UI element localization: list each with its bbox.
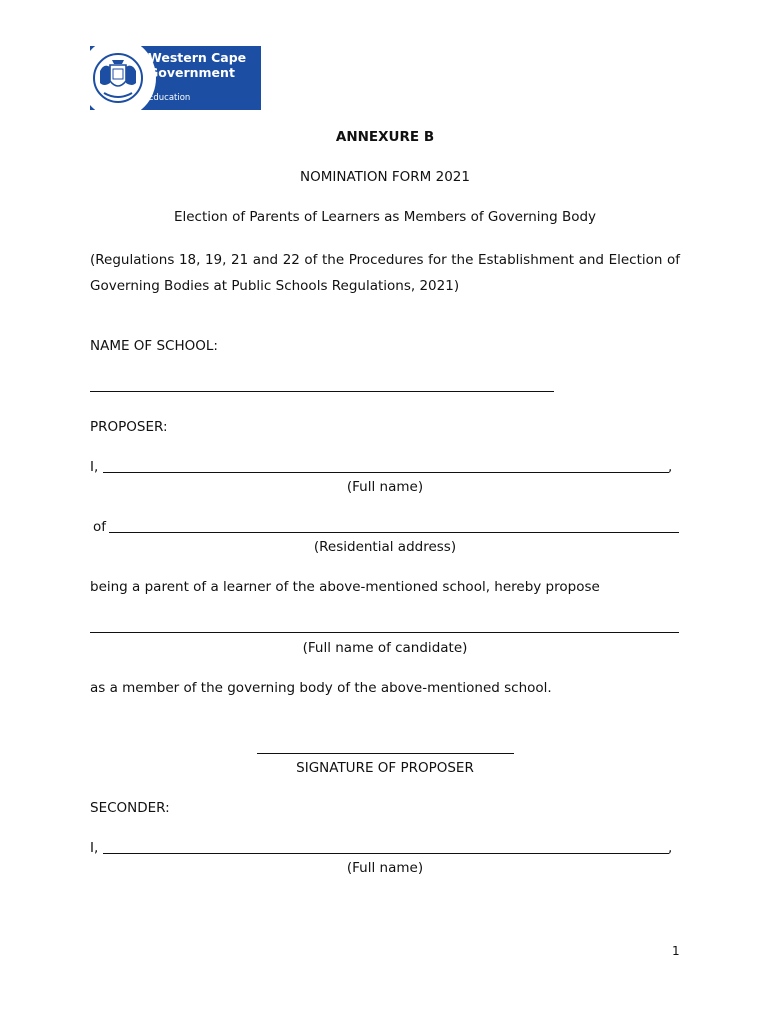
proposer-address-field-line[interactable]	[109, 532, 679, 533]
proposer-statement: being a parent of a learner of the above-mentioned school, hereby propose	[90, 579, 600, 595]
page-number: 1	[672, 944, 680, 958]
western-cape-government-logo	[90, 46, 261, 110]
proposer-full-name-field-line[interactable]	[103, 472, 669, 473]
school-name-label: NAME OF SCHOOL:	[90, 338, 218, 354]
candidate-name-caption: (Full name of candidate)	[302, 640, 468, 656]
member-statement: as a member of the governing body of the above-mentioned school.	[90, 680, 552, 696]
regulations-paragraph: (Regulations 18, 19, 21 and 22 of the Procedures for the Establishment and Election of Governing Bodies at Public Schools Regulations, 2021)	[90, 252, 680, 294]
proposer-heading: PROPOSER:	[90, 419, 168, 435]
seconder-full-name-field-line[interactable]	[103, 853, 669, 854]
candidate-name-field-line[interactable]	[90, 632, 679, 633]
proposer-i-prefix: I,	[90, 459, 99, 475]
proposer-line-end-comma: ,	[668, 459, 673, 475]
logo-title-line-1: Western Cape	[148, 50, 247, 65]
seconder-heading: SECONDER:	[90, 800, 170, 816]
proposer-address-caption: (Residential address)	[313, 539, 457, 555]
form-subtitle: Election of Parents of Learners as Members of Governing Body	[173, 209, 597, 225]
school-name-field-line[interactable]	[90, 391, 554, 392]
proposer-full-name-caption: (Full name)	[346, 479, 424, 495]
seconder-line-end-comma: ,	[668, 840, 673, 856]
proposer-signature-caption: SIGNATURE OF PROPOSER	[296, 760, 474, 776]
proposer-of-prefix: of	[93, 519, 107, 535]
coat-of-arms-icon	[92, 49, 144, 107]
form-title: NOMINATION FORM 2021	[300, 169, 470, 185]
proposer-signature-line[interactable]	[257, 753, 514, 754]
seconder-i-prefix: I,	[90, 840, 99, 856]
annexure-heading: ANNEXURE B	[335, 129, 435, 145]
seconder-full-name-caption: (Full name)	[346, 860, 424, 876]
logo-title-line-2: Government	[148, 65, 235, 80]
logo-department: Education	[148, 93, 191, 103]
